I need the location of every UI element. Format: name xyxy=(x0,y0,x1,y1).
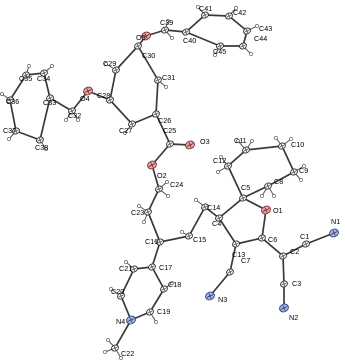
atom-label-C7: C7 xyxy=(241,256,251,265)
atom-label-C2: C2 xyxy=(290,247,300,256)
atom-label-C37: C37 xyxy=(3,126,17,135)
atom-label-C28: C28 xyxy=(97,91,111,100)
atom-label-C11: C11 xyxy=(234,136,247,145)
atom-label-C31: C31 xyxy=(162,73,176,82)
atom-label-C17: C17 xyxy=(159,263,173,272)
atom-label-C4: C4 xyxy=(212,219,222,228)
hydrogen-atom-C22-16 xyxy=(103,350,106,353)
atom-label-C13: C13 xyxy=(232,250,246,259)
atom-label-O2: O2 xyxy=(157,171,167,180)
atom-label-C18: C18 xyxy=(168,280,182,289)
atom-label-C27: C27 xyxy=(119,126,133,135)
bond-C9-C10 xyxy=(282,146,294,172)
atom-label-N2: N2 xyxy=(289,313,299,322)
atom-label-C39: C39 xyxy=(160,18,174,27)
hydrogen-atom-C12-9 xyxy=(216,170,219,173)
bond-C27-C28 xyxy=(110,100,132,124)
bond-C12-C5 xyxy=(228,166,243,198)
hydrogen-atom-C44-31 xyxy=(249,52,252,55)
atom-label-C3: C3 xyxy=(292,279,302,288)
hydrogen-atom-C8-1 xyxy=(260,194,263,197)
atom-label-C30: C30 xyxy=(142,51,156,60)
hydrogen-atom-C34-35 xyxy=(50,64,53,67)
atom-label-C36: C36 xyxy=(6,97,20,106)
atom-label-N4: N4 xyxy=(116,317,126,326)
atom-label-O5: O5 xyxy=(136,33,146,42)
atom-label-O4: O4 xyxy=(80,94,90,103)
hydrogen-atom-C15-11 xyxy=(180,230,183,233)
atom-label-C14: C14 xyxy=(207,203,221,212)
atom-label-C5: C5 xyxy=(241,183,251,192)
hydrogen-atom-C31-25 xyxy=(164,85,167,88)
atom-label-C33: C33 xyxy=(43,98,57,107)
hydrogen-atom-C23-20 xyxy=(142,220,145,223)
atom-label-C41: C41 xyxy=(199,4,213,13)
atom-label-C10: C10 xyxy=(291,140,305,149)
atom-label-C12: C12 xyxy=(213,156,227,165)
hydrogen-atom-C19-13 xyxy=(154,320,157,323)
atom-label-C15: C15 xyxy=(193,235,207,244)
atom-label-C32: C32 xyxy=(68,111,82,120)
bond-C28-C29 xyxy=(110,70,116,100)
hydrogen-atom-C24-21 xyxy=(165,180,168,183)
bond-C7-C4 xyxy=(219,218,236,244)
atom-label-C44: C44 xyxy=(254,34,268,43)
atom-label-C38: C38 xyxy=(35,143,49,152)
atom-label-C21: C21 xyxy=(119,264,133,273)
atom-label-C34: C34 xyxy=(37,74,51,83)
atom-label-C22: C22 xyxy=(121,349,135,358)
atom-label-C6: C6 xyxy=(268,235,278,244)
hydrogen-atom-C8-0 xyxy=(272,194,275,197)
atom-label-C24: C24 xyxy=(170,180,184,189)
atom-label-C16: C16 xyxy=(145,237,159,246)
atom-label-C1: C1 xyxy=(300,232,310,241)
bond-C42-C43 xyxy=(229,16,247,31)
atom-label-C40: C40 xyxy=(183,36,197,45)
bond-C31-C26 xyxy=(156,80,158,114)
atom-label-N3: N3 xyxy=(218,295,228,304)
hydrogen-atom-C11-6 xyxy=(250,139,253,142)
hydrogen-atom-C39-27 xyxy=(170,36,173,39)
bond-C15-C16 xyxy=(160,236,189,242)
atom-label-C35: C35 xyxy=(19,74,33,83)
bond-C2-C3 xyxy=(283,256,284,284)
atom-label-C25: C25 xyxy=(163,126,177,135)
hydrogen-atom-C37-38 xyxy=(7,137,10,140)
hydrogen-atom-C36-37 xyxy=(0,92,3,95)
hydrogen-atom-C9-3 xyxy=(299,178,302,181)
atom-label-C43: C43 xyxy=(259,24,273,33)
bond-C29-C30 xyxy=(116,46,138,70)
atom-label-O3: O3 xyxy=(200,137,210,146)
hydrogen-atom-C10-5 xyxy=(274,136,277,139)
hydrogen-atom-C14-10 xyxy=(194,198,197,201)
hydrogen-atom-C24-22 xyxy=(166,194,169,197)
atom-label-C23: C23 xyxy=(131,208,145,217)
atom-label-C19: C19 xyxy=(157,307,171,316)
bond-C4-C5 xyxy=(219,198,243,218)
hydrogen-atom-C22-18 xyxy=(106,338,109,341)
bond-C10-C11 xyxy=(246,146,282,150)
labels-layer xyxy=(3,4,340,358)
atom-label-C26: C26 xyxy=(158,116,172,125)
atom-label-N1: N1 xyxy=(331,217,341,226)
atom-label-C42: C42 xyxy=(233,8,247,17)
hydrogen-atom-C35-36 xyxy=(27,64,30,67)
atom-label-C29: C29 xyxy=(103,59,117,68)
atom-label-C8: C8 xyxy=(274,177,284,186)
atom-label-C9: C9 xyxy=(299,166,309,175)
atom-label-C45: C45 xyxy=(213,47,227,56)
atom-label-C20: C20 xyxy=(111,287,125,296)
bond-C37-C38 xyxy=(16,131,40,140)
bond-C14-C15 xyxy=(189,207,205,236)
atom-label-O1: O1 xyxy=(273,206,283,215)
